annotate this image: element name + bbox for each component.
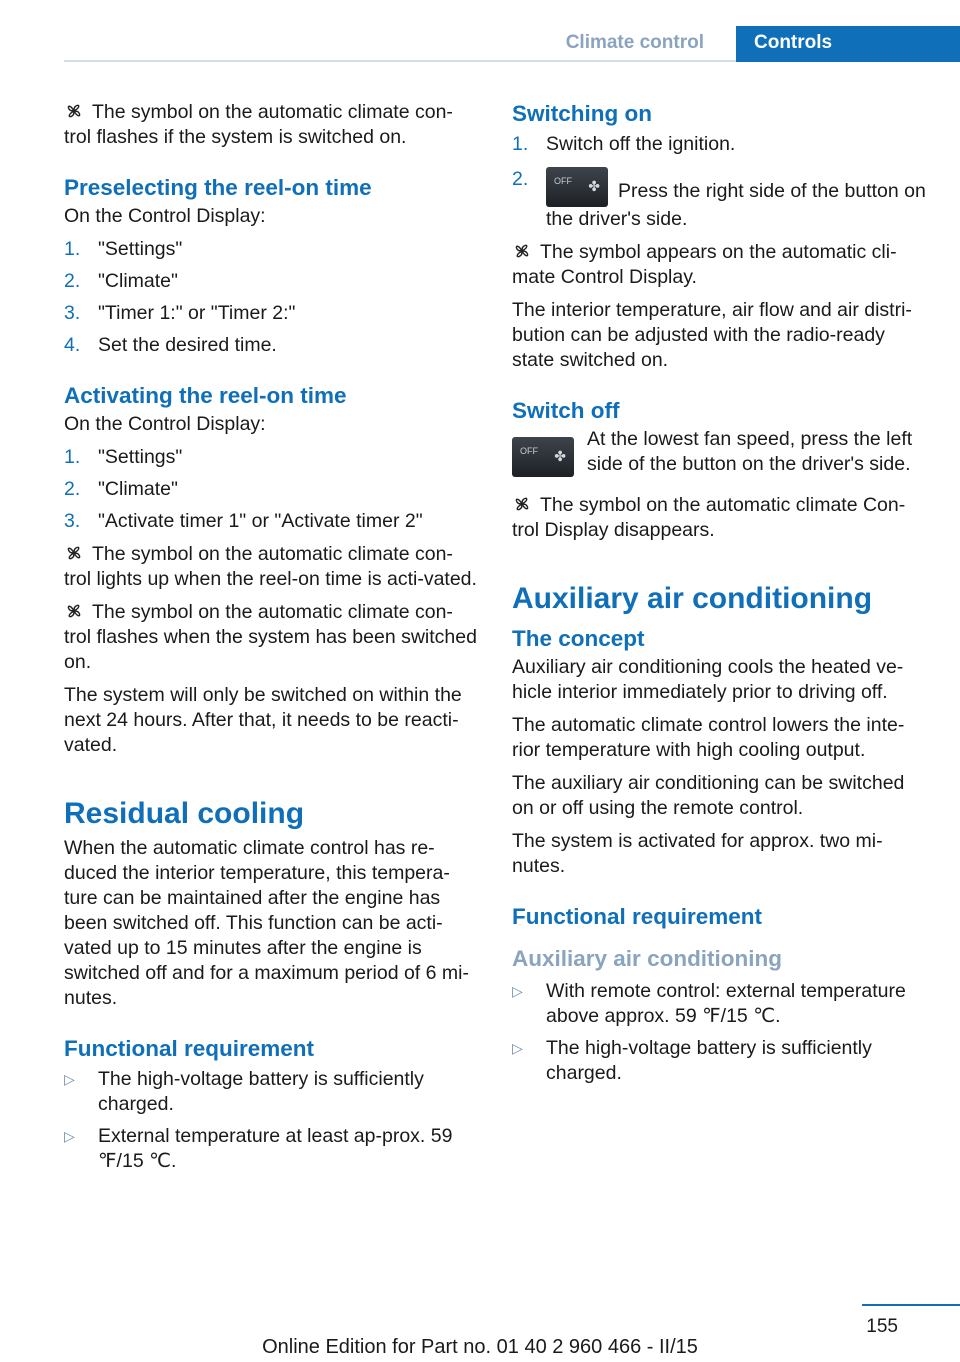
climate-button-icon: OFF ✤ — [546, 167, 608, 207]
switchoff-title: Switch off — [512, 398, 620, 423]
fan-icon — [512, 242, 532, 260]
list-item: ▷ External temperature at least ap-prox. 59 ℉/15 ℃. — [64, 1125, 453, 1172]
left-column — [64, 100, 478, 1182]
activate-steps — [64, 445, 478, 534]
list-item: 2. "Climate" — [64, 478, 178, 500]
list-item: ▷ The high-voltage battery is sufficiently charged. — [64, 1068, 424, 1115]
concept-p2: The automatic climate control lowers the inte-rior temperature with high cooling output. — [512, 714, 905, 761]
page-number: 155 — [866, 1316, 898, 1337]
list-item: 2. OFF ✤ Press the right side of the button on the driver's side. — [512, 168, 926, 230]
concept-p4: The system is activated for approx. two mi-nutes. — [512, 830, 883, 877]
note-lights: The symbol on the automatic climate con-trol lights up when the reel-on time is acti-vated. — [64, 543, 477, 590]
preselect-title: Preselecting the reel-on time — [64, 175, 372, 200]
fan-icon — [64, 602, 84, 620]
note-disappears: The symbol on the automatic climate Con-trol Display disappears. — [512, 494, 906, 541]
activate-title: Activating the reel-on time — [64, 383, 347, 408]
intro-note-text: The symbol on the automatic climate con-trol flashes if the system is switched on. — [64, 101, 453, 148]
note-flashes: The symbol on the automatic climate con-trol flashes when the system has been switched on. — [64, 601, 477, 673]
note-24h: The system will only be switched on within the next 24 hours. After that, it needs to be reacti-vated. — [64, 684, 462, 756]
list-item: 3. "Timer 1:" or "Timer 2:" — [64, 302, 296, 324]
preselect-lead: On the Control Display: — [64, 205, 266, 227]
list-item: ▷ With remote control: external temperature above approx. 59 ℉/15 ℃. — [512, 980, 906, 1027]
concept-title: The concept — [512, 626, 645, 651]
switchoff-block — [512, 427, 926, 483]
concept-p3: The auxiliary air conditioning can be switched on or off using the remote control. — [512, 772, 905, 819]
func-title-left: Functional requirement — [64, 1036, 315, 1061]
header-section: Climate control — [565, 32, 704, 53]
climate-button-icon: OFF ✤ — [512, 437, 574, 477]
func-list-left — [64, 1067, 478, 1174]
footer-rule — [862, 1304, 960, 1306]
list-item: 1. "Settings" — [64, 446, 183, 468]
footer-edition: Online Edition for Part no. 01 40 2 960 466 - II/15 — [262, 1336, 698, 1358]
list-item: 4. Set the desired time. — [64, 334, 277, 356]
triangle-bullet-icon: ▷ — [512, 1040, 523, 1056]
residual-body: When the automatic climate control has re-duced the interior temperature, this tempera-ture can be maintained after the engine has been switched off. This function can be acti-vated up to 15 minutes after the engine is switched off and for a maximum period of 6 mi-nutes. — [64, 837, 469, 1009]
note-appears: The symbol appears on the automatic cli-mate Control Display. — [512, 241, 897, 288]
concept-p1: Auxiliary air conditioning cools the heated ve-hicle interior immediately prior to driving off. — [512, 656, 904, 703]
aux-title: Auxiliary air conditioning — [512, 582, 873, 615]
list-item: 1. "Settings" — [64, 238, 183, 260]
residual-title: Residual cooling — [64, 797, 305, 830]
fan-icon — [512, 495, 532, 513]
right-column — [512, 100, 926, 1094]
fan-icon: ✤ — [588, 178, 600, 194]
intro-note — [64, 100, 478, 150]
list-item: 2. "Climate" — [64, 270, 178, 292]
triangle-bullet-icon: ▷ — [64, 1071, 75, 1087]
fan-icon — [64, 544, 84, 562]
list-item: ▷ The high-voltage battery is sufficiently charged. — [512, 1037, 872, 1084]
switchoff-text: At the lowest fan speed, press the left side of the button on the driver's side. — [587, 428, 913, 475]
activate-lead: On the Control Display: — [64, 413, 266, 435]
func-list-right — [512, 979, 926, 1086]
list-item: 1. Switch off the ignition. — [512, 133, 736, 155]
fan-icon — [64, 102, 84, 120]
switchon-title: Switching on — [512, 101, 652, 126]
func-title-right: Functional requirement — [512, 904, 763, 929]
list-item: 3. "Activate timer 1" or "Activate timer 2" — [64, 510, 423, 532]
switchon-steps — [512, 132, 926, 232]
triangle-bullet-icon: ▷ — [64, 1128, 75, 1144]
header-tab: Controls — [736, 26, 960, 62]
triangle-bullet-icon: ▷ — [512, 983, 523, 999]
adjust-text: The interior temperature, air flow and air distri-bution can be adjusted with the radio-ready state switched on. — [512, 299, 912, 371]
fan-icon: ✤ — [554, 448, 566, 464]
aux-subtitle: Auxiliary air conditioning — [512, 946, 783, 971]
preselect-steps — [64, 237, 478, 358]
